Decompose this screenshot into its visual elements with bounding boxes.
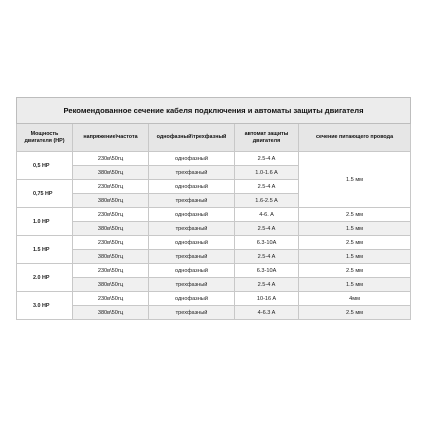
voltage-cell: 380в\50гц (73, 250, 149, 264)
motor-power-cell: 2.0 НР (17, 264, 73, 292)
voltage-cell: 230в\50гц (73, 152, 149, 166)
voltage-cell: 380в\50гц (73, 166, 149, 180)
breaker-cell: 4-6. A (235, 208, 299, 222)
voltage-cell: 230в\50гц (73, 208, 149, 222)
voltage-cell: 380в\50гц (73, 194, 149, 208)
phase-cell: однофазный (149, 236, 235, 250)
breaker-cell: 2.5-4 A (235, 222, 299, 236)
table-row (17, 152, 411, 166)
cable-recommendation-table-wrapper (16, 97, 410, 320)
table-row (17, 236, 411, 250)
table-row (17, 278, 411, 292)
table-row (17, 208, 411, 222)
table-title: Рекомендованное сечение кабеля подключения и автоматы защиты двигателя (17, 98, 411, 124)
cable-section-merged-cell: 1.5 мм (299, 152, 411, 208)
motor-power-cell: 3.0 НР (17, 292, 73, 320)
phase-cell: трехфазный (149, 278, 235, 292)
voltage-cell: 230в\50гц (73, 264, 149, 278)
table-header-row (17, 124, 411, 152)
phase-cell: трехфазный (149, 166, 235, 180)
header-motor-power: Мощность двигателя (НР) (17, 124, 73, 152)
table-row (17, 264, 411, 278)
cable-recommendation-table (16, 97, 411, 320)
table-row (17, 250, 411, 264)
phase-cell: однофазный (149, 208, 235, 222)
breaker-cell: 4-6.3 A (235, 306, 299, 320)
phase-cell: трехфазный (149, 306, 235, 320)
phase-cell: трехфазный (149, 222, 235, 236)
cable-section-cell: 4мм (299, 292, 411, 306)
cable-section-cell: 2.5 мм (299, 236, 411, 250)
table-row (17, 306, 411, 320)
phase-cell: однофазный (149, 152, 235, 166)
table-row (17, 222, 411, 236)
breaker-cell: 1.6-2.5 A (235, 194, 299, 208)
breaker-cell: 2.5-4 A (235, 250, 299, 264)
breaker-cell: 6.3-10A (235, 236, 299, 250)
phase-cell: трехфазный (149, 250, 235, 264)
cable-section-cell: 2.5 мм (299, 208, 411, 222)
motor-power-cell: 0,5 НР (17, 152, 73, 180)
motor-power-cell: 1.5 НР (17, 236, 73, 264)
phase-cell: однофазный (149, 264, 235, 278)
table-title-row (17, 98, 411, 124)
cable-section-cell: 1.5 мм (299, 222, 411, 236)
motor-power-cell: 0,75 НР (17, 180, 73, 208)
table-row (17, 292, 411, 306)
cable-section-cell: 2.5 мм (299, 264, 411, 278)
breaker-cell: 1.0-1.6 A (235, 166, 299, 180)
breaker-cell: 6.3-10A (235, 264, 299, 278)
cable-section-cell: 1.5 мм (299, 250, 411, 264)
phase-cell: однофазный (149, 292, 235, 306)
cable-section-cell: 1.5 мм (299, 278, 411, 292)
voltage-cell: 230в\50гц (73, 236, 149, 250)
voltage-cell: 230в\50гц (73, 292, 149, 306)
header-voltage-frequency: напряжение\частота (73, 124, 149, 152)
header-cable-section: сечение питающего провода (299, 124, 411, 152)
voltage-cell: 380в\50гц (73, 278, 149, 292)
breaker-cell: 2.5-4 A (235, 152, 299, 166)
phase-cell: трехфазный (149, 194, 235, 208)
breaker-cell: 10-16 A (235, 292, 299, 306)
cable-section-cell: 2.5 мм (299, 306, 411, 320)
breaker-cell: 2.5-4 A (235, 278, 299, 292)
motor-power-cell: 1.0 НР (17, 208, 73, 236)
voltage-cell: 380в\50гц (73, 306, 149, 320)
voltage-cell: 230в\50гц (73, 180, 149, 194)
breaker-cell: 2.5-4 A (235, 180, 299, 194)
header-phase: однофазный\трехфазный (149, 124, 235, 152)
table-body (17, 152, 411, 320)
header-motor-breaker: автомат защиты двигателя (235, 124, 299, 152)
voltage-cell: 380в\50гц (73, 222, 149, 236)
phase-cell: однофазный (149, 180, 235, 194)
